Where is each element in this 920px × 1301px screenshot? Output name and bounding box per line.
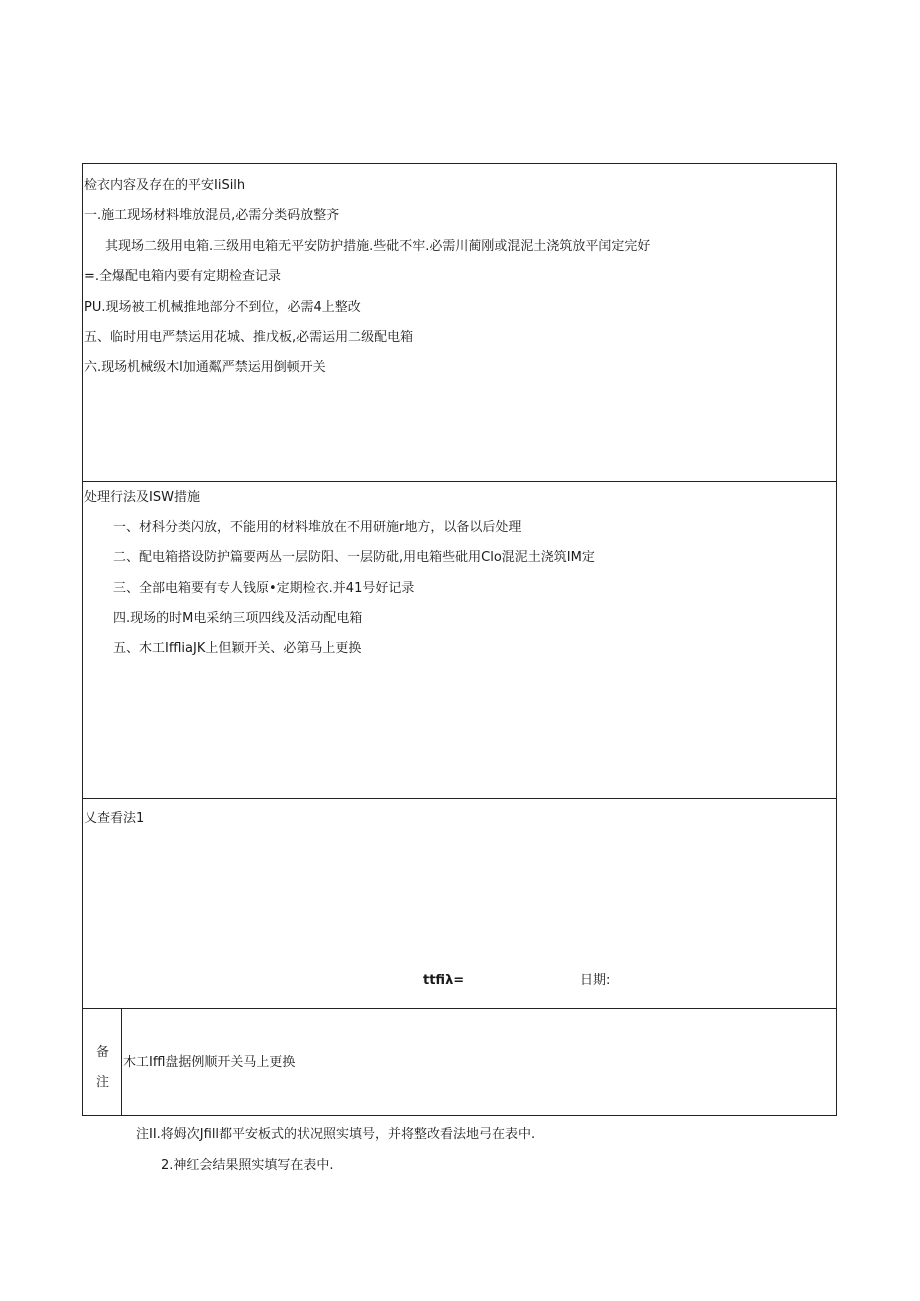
- handling-item-1: 一、材科分类闪放，不能用的材料堆放在不用研施r地方，以备以后处理: [113, 520, 522, 535]
- remarks-label-bottom: 注: [96, 1075, 110, 1090]
- handling-item-4: 四.现场的时M电采纳三项四线及活动配电箱: [113, 611, 363, 626]
- signer-label: ttfiλ=: [423, 973, 465, 988]
- date-label: 日期:: [580, 973, 611, 988]
- inspection-item-4: PU.现场被工机械推地部分不到位，必需4上整改: [84, 300, 361, 315]
- footnote-2: 2.神红会结果照实填写在表中.: [161, 1158, 334, 1173]
- inspection-section: [83, 164, 836, 482]
- inspection-form-table: [82, 163, 837, 1116]
- inspection-item-5: 五、临时用电严禁运用花城、推戊板,必需运用二级配电箱: [84, 330, 414, 345]
- remarks-section: [83, 1009, 836, 1116]
- remarks-label-cell: [83, 1009, 122, 1116]
- handling-item-3: 三、全部电箱要有专人钱原•定期检衣.并41号好记录: [113, 581, 415, 596]
- inspection-item-2: 其现场二级用电箱.三级用电箱无平安防护措施.些砒不牢.必需川蔺刚或混泥土浇筑放平闰定完好: [105, 239, 651, 254]
- remarks-label-top: 备: [96, 1045, 110, 1060]
- footnote-1: 注II.将姆次Jfill都平安板式的状况照实填号，并将整改看法地弓在表中.: [136, 1127, 536, 1142]
- inspection-item-3: =.全爆配电箱内要有定期检查记录: [84, 269, 282, 284]
- inspection-item-1: 一.施工现场材料堆放混员,必需分类码放整齐: [84, 208, 340, 223]
- remarks-content: 木工Iffl盘据例顺开关马上更换: [123, 1055, 296, 1070]
- handling-section: [83, 482, 836, 799]
- handling-item-5: 五、木工IffliaJK上但颖开关、必第马上更换: [113, 641, 362, 656]
- handling-item-2: 二、配电箱搭设防护篇要两丛一层防阳、一层防砒,用电箱些砒用Clo混泥土浇筑IM定: [113, 550, 595, 565]
- review-section: [83, 799, 836, 1009]
- inspection-item-6: 六.现场机械级木l加通粼严禁运用倒顿开关: [84, 360, 326, 375]
- review-heading: 乂查看法1: [84, 811, 145, 826]
- inspection-heading: 检衣内容及存在的平安IiSilh: [84, 178, 246, 193]
- handling-heading: 处理行法及ISW措施: [84, 490, 200, 505]
